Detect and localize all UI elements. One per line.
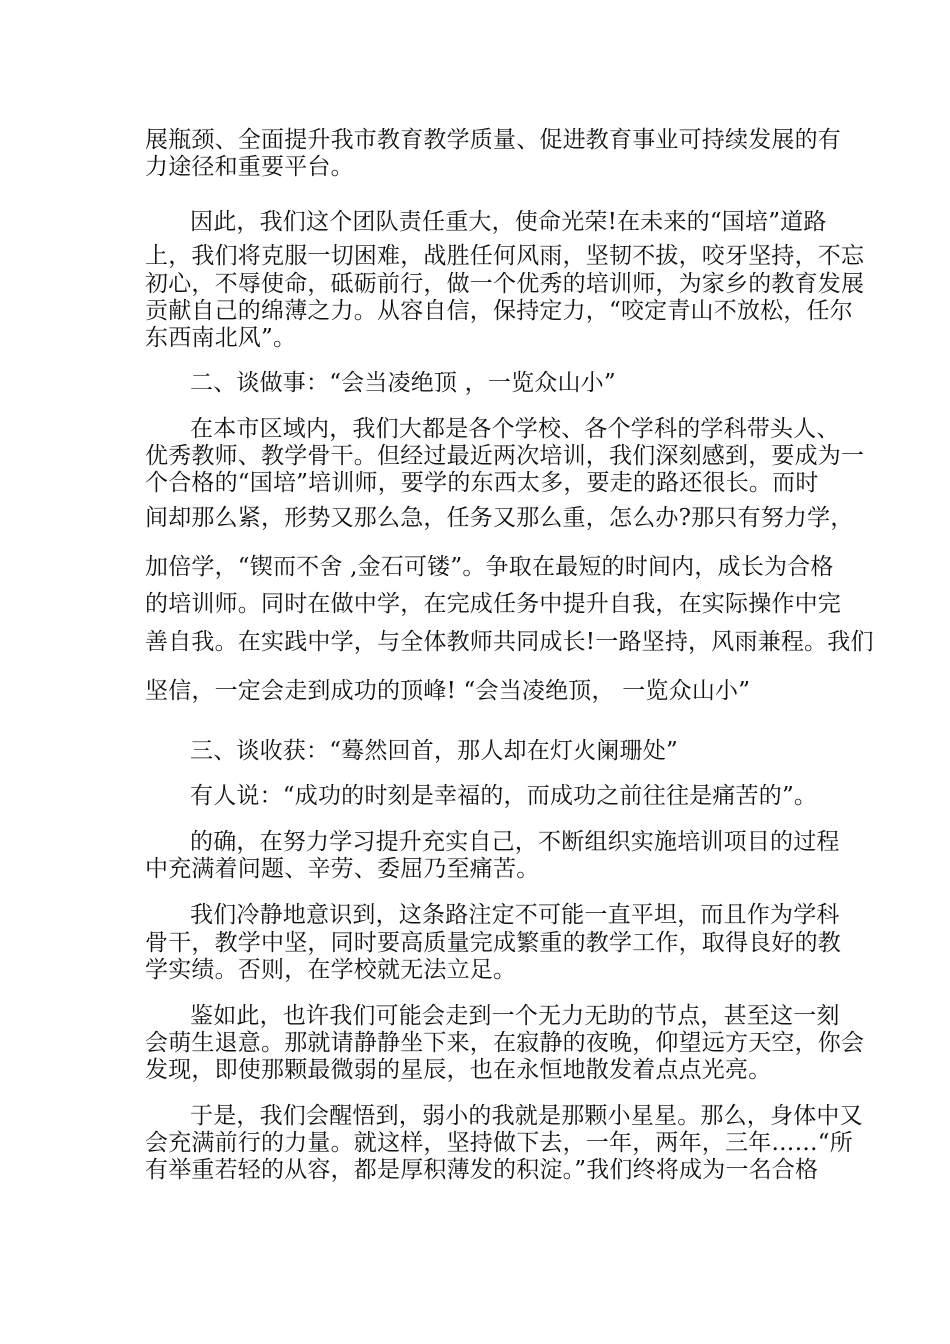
text-line: 学实绩。否则，在学校就无法立足。	[145, 957, 517, 983]
text-line: 优秀教师、教学骨干。但经过最近两次培训，我们深刻感到，要成为一	[145, 443, 865, 469]
text-line: 中充满着问题、辛劳、委屈乃至痛苦。	[145, 856, 540, 882]
text-line: 贡献自己的绵薄之力。从容自信，保持定力，“咬定青山不放松，任尔	[145, 298, 853, 324]
text-line: 力途径和重要平台。	[145, 154, 354, 180]
text-line: 初心，不辱使命，砥砺前行，做一个优秀的培训师，为家乡的教育发展	[145, 271, 865, 297]
text-line: 善自我。在实践中学，与全体教师共同成长!一路坚持，风雨兼程。我们	[145, 629, 874, 655]
text-line: 展瓶颈、全面提升我市教育教学质量、促进教育事业可持续发展的有	[145, 127, 841, 153]
text-line: 的确，在努力学习提升充实自己，不断组织实施培训项目的过程	[190, 829, 840, 855]
text-line: 会萌生退意。那就请静静坐下来，在寂静的夜晚，仰望远方天空，你会	[145, 1030, 865, 1056]
text-line: 因此，我们这个团队责任重大，使命光荣!在未来的“国培”道路	[190, 209, 827, 235]
section-heading: 二、谈做事：“会当凌绝顶 ，一览众山小”	[190, 370, 616, 396]
text-line: 有人说：“成功的时刻是幸福的，而成功之前往往是痛苦的”。	[190, 783, 818, 809]
text-line: 上，我们将克服一切困难，战胜任何风雨，坚韧不拔，咬牙坚持，不忘	[145, 243, 865, 269]
text-line: 在本市区域内，我们大都是各个学校、各个学科的学科带头人、	[190, 416, 840, 442]
text-line: 我们冷静地意识到，这条路注定不可能一直平坦，而且作为学科	[190, 902, 840, 928]
text-line: 东西南北风”。	[145, 325, 297, 351]
text-line: 加倍学，“锲而不舍 ,金石可镂”。争取在最短的时间内，成长为合格	[145, 554, 834, 580]
text-line: 发现，即使那颗最微弱的星辰，也在永恒地散发着点点光亮。	[145, 1057, 772, 1083]
text-line: 个合格的“国培”培训师，要学的东西太多，要走的路还很长。而时	[145, 470, 819, 496]
text-line: 鉴如此，也许我们可能会走到一个无力无助的节点，甚至这一刻	[190, 1003, 840, 1029]
text-line: 坚信，一定会走到成功的顶峰! “会当凌绝顶， 一览众山小”	[145, 678, 751, 704]
text-line: 会充满前行的力量。就这样，坚持做下去，一年，两年，三年……“所	[145, 1130, 853, 1156]
text-line: 骨干，教学中坚，同时要高质量完成繁重的教学工作，取得良好的教	[145, 930, 841, 956]
text-line: 于是，我们会醒悟到，弱小的我就是那颗小星星。那么，身体中又	[190, 1103, 863, 1129]
text-line: 间却那么紧，形势又那么急，任务又那么重，怎么办?那只有努力学，	[145, 505, 854, 531]
section-heading: 三、谈收获：“蓦然回首，那人却在灯火阑珊处”	[190, 738, 678, 764]
text-line: 有举重若轻的从容，都是厚积薄发的积淀。”我们终将成为一名合格	[145, 1157, 819, 1183]
text-line: 的培训师。同时在做中学，在完成任务中提升自我，在实际操作中完	[145, 591, 841, 617]
